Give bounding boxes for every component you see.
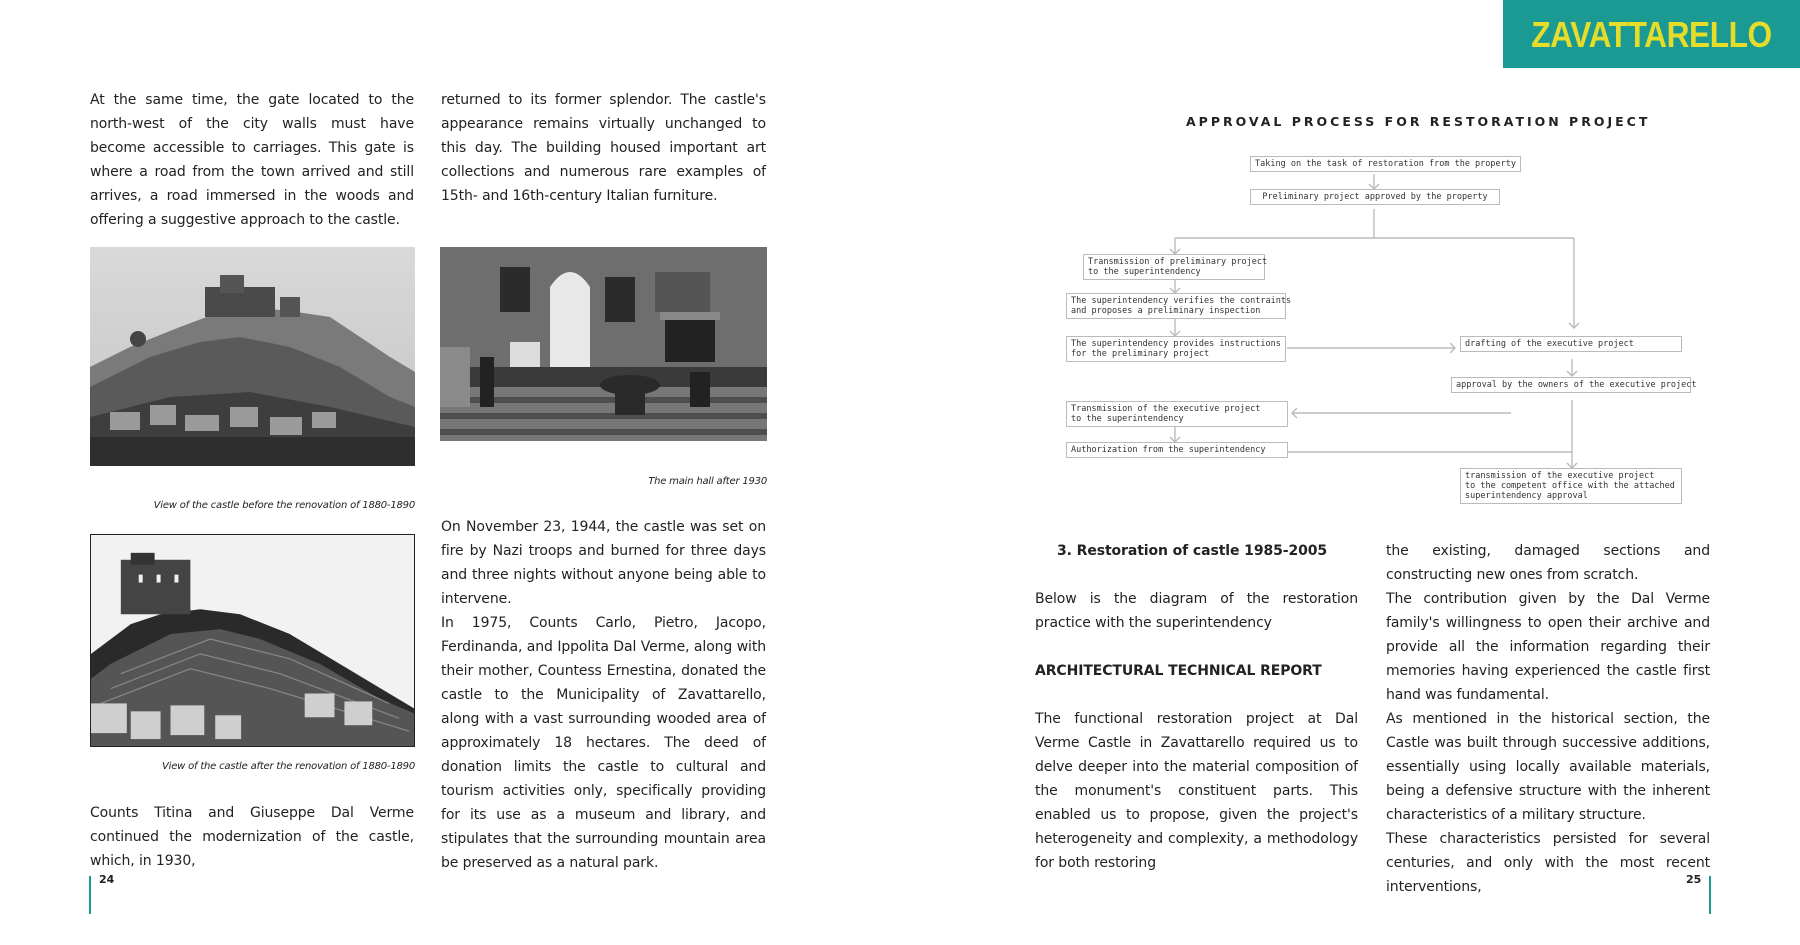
step-drafting-executive: drafting of the executive project: [1460, 336, 1682, 352]
step-preliminary-approved: Preliminary project approved by the property: [1250, 189, 1500, 205]
diagram-intro: Below is the diagram of the restoration practice with the superintendency: [1035, 591, 1358, 631]
caption-castle-after: View of the castle after the renovation of 1880-1890: [161, 761, 415, 772]
section-title: 3. Restoration of castle 1985-2005: [1057, 543, 1328, 559]
left-col1-bottom-text: Counts Titina and Giuseppe Dal Verme continued the modernization of the castle, which, in 1930,: [90, 805, 414, 869]
step-transmission-competent-office: transmission of the executive project to the competent office with the attached superintendency approval: [1460, 468, 1682, 504]
step-taking-task: Taking on the task of restoration from the property: [1250, 156, 1521, 172]
castle-before-photo: [90, 247, 415, 466]
step-approval-owners: approval by the owners of the executive project: [1451, 377, 1691, 393]
right-col2-text: the existing, damaged sections and constructing new ones from scratch. The contribution given by the Dal Verme family's willingness to open their archive and provide all the information regarding their memories having experienced the castle first hand was fundamental. As mentioned in the historical section, the Castle was built through successive additions, essentially using locally available materials, being a defensive structure with the inherent characteristics of a military structure. These characteristics persisted for several centuries, and only with the most recent interventions,: [1386, 543, 1710, 895]
caption-main-hall: The main hall after 1930: [648, 476, 767, 487]
right-page: [900, 0, 1800, 945]
left-col2-top-text: returned to its former splendor. The castle's appearance remains virtually unchanged to this day. The building housed important art collections and numerous rare examples of 15th- and 16th-century Italian furniture.: [441, 92, 766, 204]
report-paragraph: The functional restoration project at Dal Verme Castle in Zavattarello required us to delve deeper into the material composition of the monument's constituent parts. This enabled us to propose, given the project's heterogeneity and complexity, a methodology for both restoring: [1035, 711, 1358, 871]
chapter-title: ZAVATTARELLO: [1531, 14, 1772, 55]
left-col1-top-text: At the same time, the gate located to the north-west of the city walls must have become accessible to carriages. This gate is where a road from the town arrived and still arrives, a road immersed in the woods and offering a suggestive approach to the castle.: [90, 92, 414, 228]
page-number-rule-left: [89, 876, 91, 914]
page-number-right: 25: [1686, 873, 1702, 886]
step-transmission-preliminary: Transmission of preliminary project to the superintendency: [1083, 254, 1265, 280]
step-transmission-executive: Transmission of the executive project to the superintendency: [1066, 401, 1288, 427]
step-verifies-constraints: The superintendency verifies the contraints and proposes a preliminary inspection: [1066, 293, 1286, 319]
left-col2-bottom-text: On November 23, 1944, the castle was set on fire by Nazi troops and burned for three days and three nights without anyone being able to intervene. In 1975, Counts Carlo, Pietro, Jacopo, Ferdinanda, and Ippolita Dal Verme, along with their mother, Countess Ernestina, donated the castle to the Municipality of Zavattarello, along with a vast surrounding wooded area of approximately 18 hectares. The deed of donation limits the castle to cultural and tourism activities only, specifically providing for its use as a museum and library, and stipulates that the surrounding mountain area be preserved as a natural park.: [441, 519, 766, 871]
page-number-rule-right: [1709, 876, 1711, 914]
diagram-title: APPROVAL PROCESS FOR RESTORATION PROJECT: [1186, 114, 1651, 129]
step-provides-instructions: The superintendency provides instructions for the preliminary project: [1066, 336, 1286, 362]
main-hall-photo: [440, 247, 767, 441]
castle-after-photo: [90, 534, 415, 747]
page-number-left: 24: [99, 873, 115, 886]
right-col1-text: [1035, 539, 1358, 875]
caption-castle-before: View of the castle before the renovation of 1880-1890: [153, 500, 415, 511]
step-authorization: Authorization from the superintendency: [1066, 442, 1288, 458]
report-heading: ARCHITECTURAL TECHNICAL REPORT: [1035, 663, 1322, 679]
